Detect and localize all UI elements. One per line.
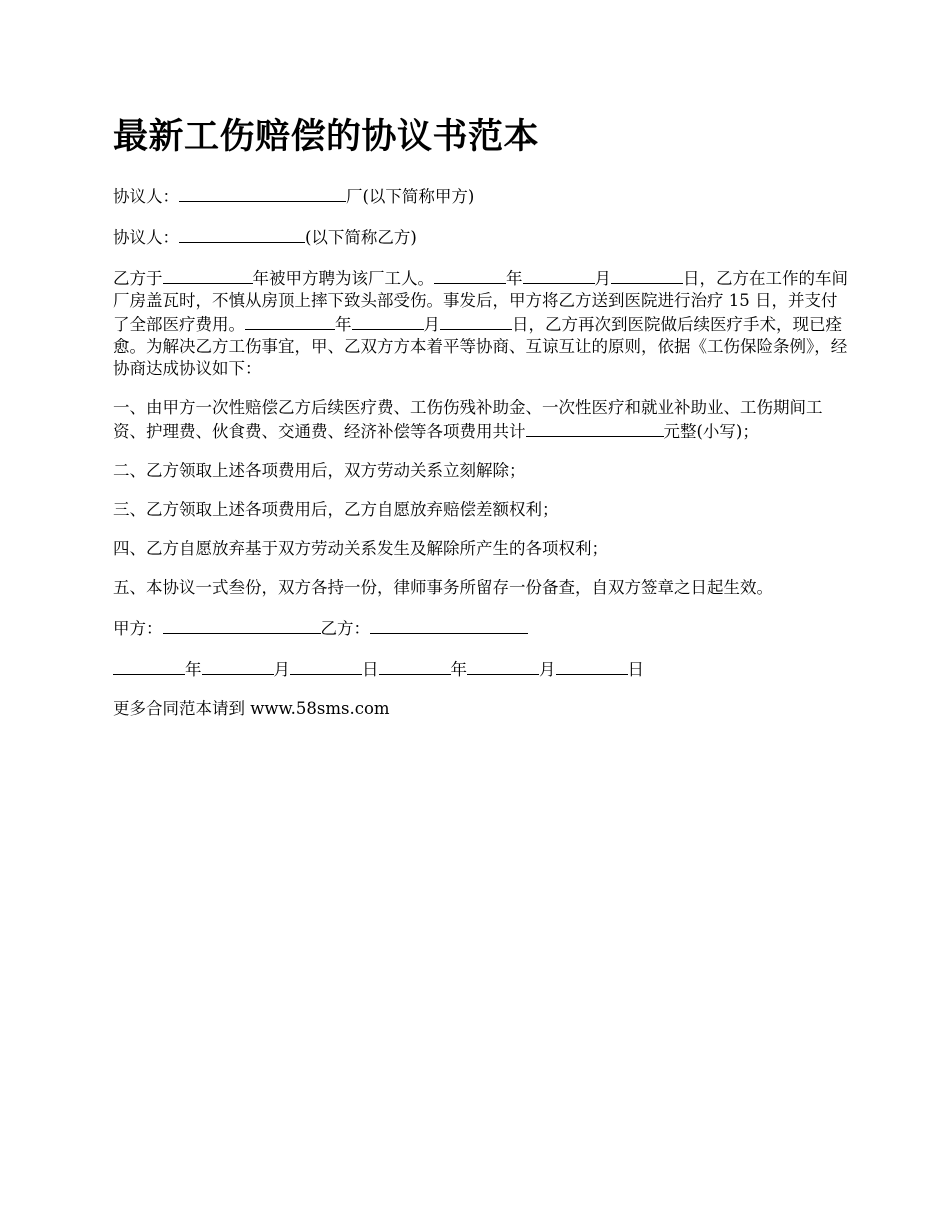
surgery-year-blank (245, 312, 335, 330)
surgery-day-blank (440, 312, 512, 330)
intro-text-4: 日，乙方再次到医院做后续医疗手术，现已痊愈。为解决乙方工伤事宜，甲、乙双方方本着平等协商、互谅互让的原则，依据《工伤保险条例》，经协商达成协议如下： (113, 315, 848, 378)
date-a-day-label: 日 (362, 660, 379, 679)
document-title: 最新工伤赔偿的协议书范本 (113, 116, 540, 157)
total-amount-blank (526, 419, 664, 437)
clause-1 (113, 397, 848, 443)
date-b-day-label: 日 (627, 660, 644, 679)
hire-year-blank (163, 266, 253, 284)
injury-year-blank (434, 266, 506, 284)
party-a-label: 协议人： (113, 187, 179, 206)
clause-4: 四、乙方自愿放弃基于双方劳动关系发生及解除所产生的各项权利； (113, 539, 608, 558)
footer-note: 更多合同范本请到 www.58sms.com (113, 699, 390, 718)
party-b-signature-blank (370, 616, 528, 634)
surgery-month-blank (352, 312, 424, 330)
party-b-line (113, 225, 848, 249)
intro-month-label-2: 月 (423, 315, 440, 334)
date-b-month-label: 月 (539, 660, 556, 679)
clause-1-suffix: 元整(小写)； (663, 422, 759, 441)
party-a-signature-blank (163, 616, 321, 634)
signature-line (113, 616, 848, 640)
date-a-month-blank (202, 657, 274, 675)
party-b-label: 协议人： (113, 228, 179, 247)
intro-year-label-1: 年 (506, 269, 523, 288)
injury-day-blank (611, 266, 683, 284)
document-page (113, 112, 848, 737)
clause-3: 三、乙方领取上述各项费用后，乙方自愿放弃赔偿差额权利； (113, 500, 559, 519)
clause-2: 二、乙方领取上述各项费用后，双方劳动关系立刻解除； (113, 461, 526, 480)
date-a-day-blank (290, 657, 362, 675)
date-a-month-label: 月 (273, 660, 290, 679)
clause-1-text: 一、由甲方一次性赔偿乙方后续医疗费、工伤伤残补助金、一次性医疗和就业补助业、工伤期间工资、护理费、伙食费、交通费、经济补偿等各项费用共计 (113, 398, 823, 441)
clause-5: 五、本协议一式叁份，双方各持一份，律师事务所留存一份备查，自双方签章之日起生效。 (113, 578, 773, 597)
intro-year-label-2: 年 (335, 315, 352, 334)
party-a-signature-label: 甲方： (113, 619, 163, 638)
date-a-year-label: 年 (185, 660, 202, 679)
party-a-suffix: 厂(以下简称甲方) (346, 187, 475, 206)
date-b-year-blank (379, 657, 451, 675)
party-b-suffix: (以下简称乙方) (305, 228, 417, 247)
date-b-day-blank (556, 657, 628, 675)
party-b-signature-label: 乙方： (320, 619, 370, 638)
party-a-line (113, 184, 848, 208)
date-line (113, 657, 848, 681)
intro-paragraph (113, 266, 848, 380)
intro-text-1: 乙方于 (113, 269, 163, 288)
injury-month-blank (523, 266, 595, 284)
party-b-name-blank (179, 225, 305, 243)
date-b-year-label: 年 (450, 660, 467, 679)
party-a-name-blank (179, 184, 346, 202)
intro-text-3: 日，乙方在工作的车间厂房盖瓦时，不慎从房顶上摔下致头部受伤。事发后，甲方将乙方送到医院进行治疗 15 日，并支付了全部医疗费用。 (113, 269, 848, 334)
intro-month-label-1: 月 (594, 269, 611, 288)
intro-text-2: 年被甲方聘为该厂工人。 (252, 269, 434, 288)
date-a-year-blank (113, 657, 185, 675)
date-b-month-blank (467, 657, 539, 675)
